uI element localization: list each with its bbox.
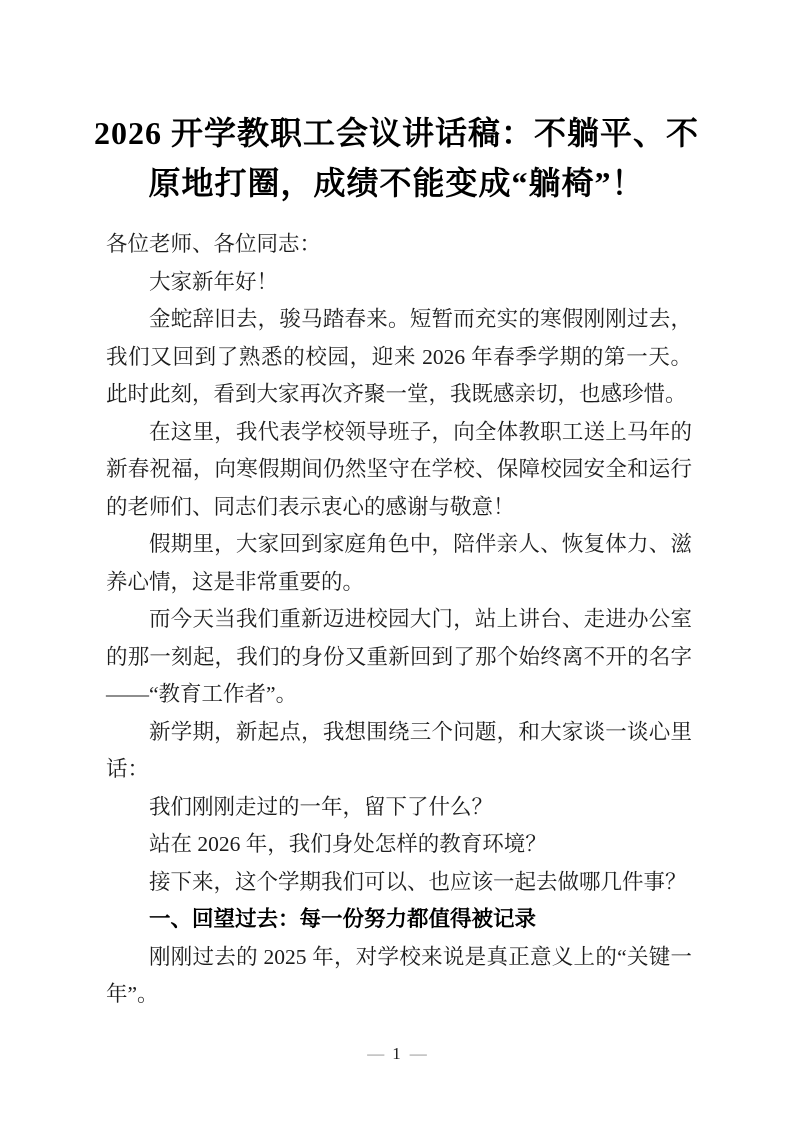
footer-dash-right: —	[409, 1044, 426, 1063]
page-number: 1	[392, 1044, 401, 1063]
paragraph: 我们刚刚走过的一年，留下了什么？	[149, 794, 494, 819]
paragraph: 新学期，新起点，我想围绕三个问题，和大家谈一谈心里话：	[106, 719, 692, 781]
paragraph: 而今天当我们重新迈进校园大门，站上讲台、走进办公室的那一刻起，我们的身份又重新回到了那个始终离不开的名字——“教育工作者”。	[106, 607, 692, 706]
page-footer	[0, 1044, 793, 1064]
paragraph: 假期里，大家回到家庭角色中，陪伴亲人、恢复体力、滋养心情，这是非常重要的。	[106, 532, 692, 594]
paragraph: 刚刚过去的 2025 年，对学校来说是真正意义上的“关键一年”。	[106, 944, 692, 1006]
paragraph: 接下来，这个学期我们可以、也应该一起去做哪几件事？	[149, 869, 687, 894]
document-title-line1: 2026 开学教职工会议讲话稿：不躺平、不	[93, 115, 699, 151]
paragraph: 在这里，我代表学校领导班子，向全体教职工送上马年的新春祝福，向寒假期间仍然坚守在学校、保障校园安全和运行的老师们、同志们表示衷心的感谢与敬意！	[106, 419, 692, 519]
section-heading: 一、回望过去：每一份努力都值得被记录	[149, 907, 537, 931]
document-body	[106, 226, 692, 1014]
paragraph: 各位老师、各位同志：	[106, 232, 322, 256]
document-title-line2: 原地打圈，成绩不能变成“躺椅”！	[148, 165, 645, 201]
paragraph: 金蛇辞旧去，骏马踏春来。短暂而充实的寒假刚刚过去，我们又回到了熟悉的校园，迎来 2026 年春季学期的第一天。此时此刻，看到大家再次齐聚一堂，我既感亲切，也感珍惜。	[106, 307, 692, 406]
footer-dash-left: —	[367, 1044, 384, 1063]
document-title	[50, 108, 743, 208]
paragraph: 站在 2026 年，我们身处怎样的教育环境？	[149, 832, 547, 856]
paragraph: 大家新年好！	[149, 269, 279, 294]
